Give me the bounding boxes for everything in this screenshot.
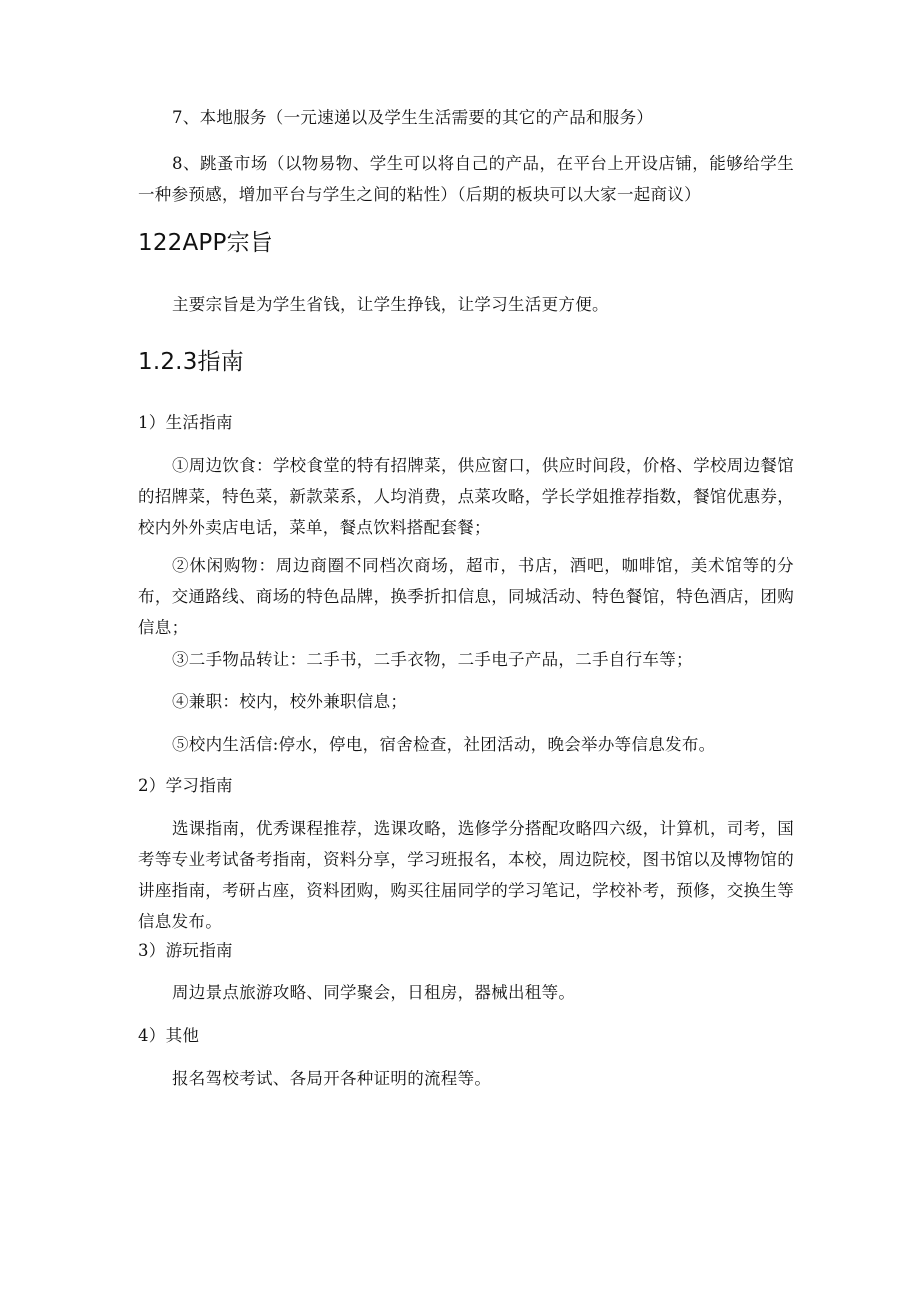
life-guide-label: 1）生活指南 (138, 413, 233, 432)
travel-guide-label: 3）游玩指南 (138, 941, 233, 960)
section-123-heading: 1.2.3指南 (138, 349, 244, 375)
life-guide-shopping: ②休闲购物：周边商圈不同档次商场，超市，书店，酒吧，咖啡馆，美术馆等的分布，交通路线、商场的特色品牌，换季折扣信息，同城活动、特色餐馆，特色酒店，团购信息； (138, 556, 794, 637)
item-7-paragraph: 7、本地服务（一元速递以及学生生活需要的其它的产品和服务） (172, 108, 654, 127)
section-122-heading: 122APP宗旨 (138, 230, 273, 256)
travel-guide-body: 周边景点旅游攻略、同学聚会，日租房，器械出租等。 (172, 983, 576, 1002)
life-guide-secondhand: ③二手物品转让：二手书，二手衣物，二手电子产品，二手自行车等； (172, 650, 693, 669)
study-guide-body: 选课指南，优秀课程推荐，选课攻略，选修学分搭配攻略四六级，计算机，司考，国考等专业考试备考指南，资料分享，学习班报名，本校，周边院校，图书馆以及博物馆的讲座指南，考研占座，资料团购，购买往届同学的学习笔记，学校补考，预修，交换生等信息发布。 (138, 819, 794, 931)
other-guide-label: 4）其他 (138, 1026, 200, 1045)
life-guide-parttime: ④兼职：校内，校外兼职信息； (172, 692, 408, 711)
life-guide-food: ①周边饮食：学校食堂的特有招牌菜，供应窗口，供应时间段，价格、学校周边餐馆的招牌菜，特色菜，新款菜系，人均消费，点菜攻略，学长学姐推荐指数，餐馆优惠券，校内外外卖店电话，菜单，餐点饮料搭配套餐； (138, 456, 794, 537)
item-8-paragraph: 8、跳蚤市场（以物易物、学生可以将自己的产品，在平台上开设店铺，能够给学生一种参预感，增加平台与学生之间的粘性）（后期的板块可以大家一起商议） (138, 154, 794, 204)
study-guide-label: 2）学习指南 (138, 776, 233, 795)
section-122-body: 主要宗旨是为学生省钱，让学生挣钱，让学习生活更方便。 (172, 295, 609, 314)
other-guide-body: 报名驾校考试、各局开各种证明的流程等。 (172, 1069, 492, 1088)
life-guide-campus-info: ⑤校内生活信:停水，停电，宿舍检查，社团活动，晚会举办等信息发布。 (172, 735, 716, 754)
